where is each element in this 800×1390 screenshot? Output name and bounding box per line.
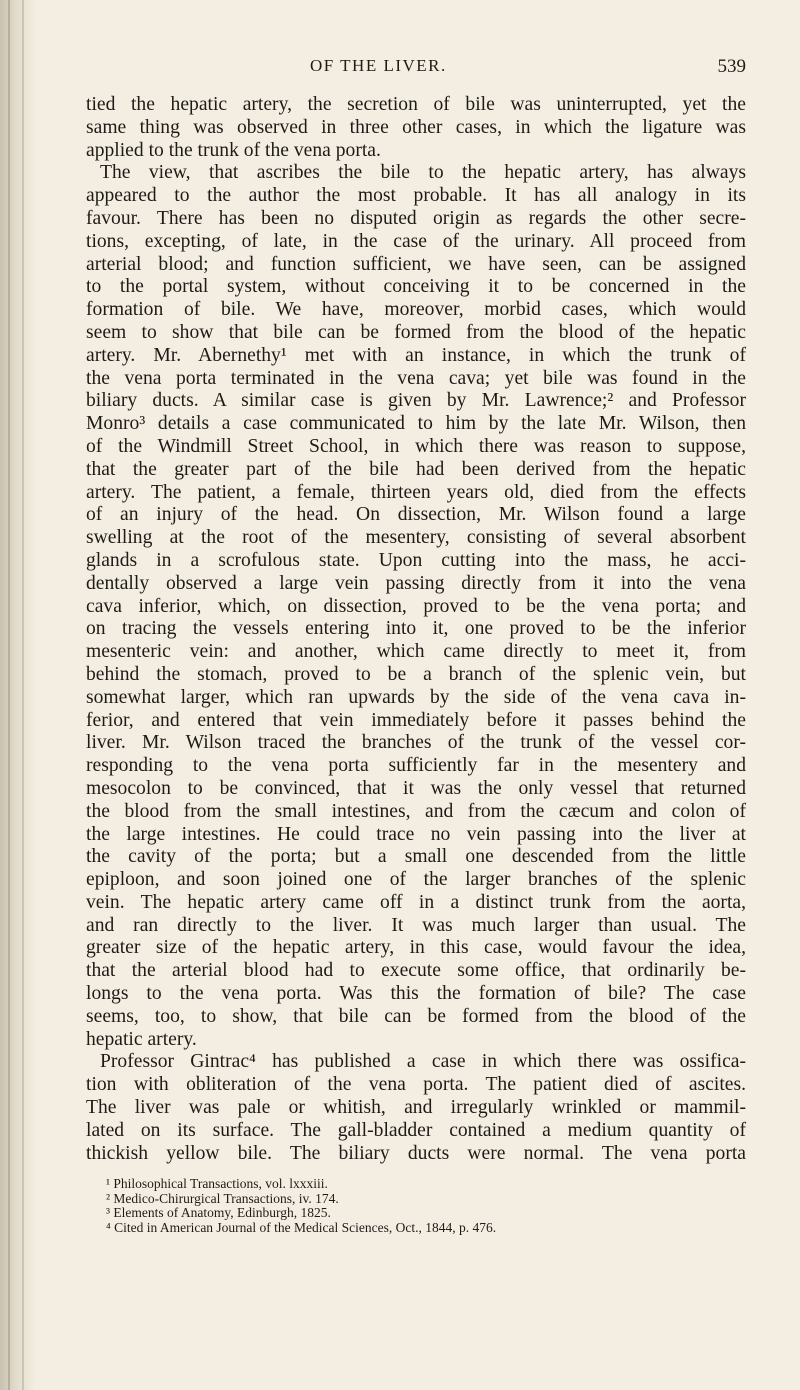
text-line: formation of bile. We have, moreover, morbid cases, which would <box>86 299 746 321</box>
text-line: thickish yellow bile. The biliary ducts were normal. The vena porta <box>86 1142 746 1164</box>
text-line: epiploon, and soon joined one of the larger branches of the splenic <box>86 869 746 891</box>
book-page <box>86 56 746 1235</box>
text-line: same thing was observed in three other cases, in which the ligature was <box>86 116 746 138</box>
text-line: tions, excepting, of late, in the case of the urinary. All proceed from <box>86 230 746 252</box>
text-line: The liver was pale or whitish, and irregularly wrinkled or mammil- <box>86 1097 746 1119</box>
text-line: appeared to the author the most probable. It has all analogy in its <box>86 185 746 207</box>
binding-edge-line <box>22 0 24 1390</box>
text-line: that the greater part of the bile had been derived from the hepatic <box>86 458 746 480</box>
footnote: ⁴ Cited in American Journal of the Medical Sciences, Oct., 1844, p. 476. <box>106 1219 497 1235</box>
text-line: artery. Mr. Abernethy¹ met with an instance, in which the trunk of <box>86 344 746 366</box>
text-line: swelling at the root of the mesentery, consisting of several absorbent <box>86 527 746 549</box>
text-line: applied to the trunk of the vena porta. <box>86 139 381 161</box>
footnote: ³ Elements of Anatomy, Edinburgh, 1825. <box>106 1205 331 1221</box>
text-line: liver. Mr. Wilson traced the branches of the trunk of the vessel cor- <box>86 732 746 754</box>
running-title: OF THE LIVER. <box>310 56 447 75</box>
text-line: The view, that ascribes the bile to the hepatic artery, has always <box>100 162 746 184</box>
text-line: to the portal system, without conceiving it to be concerned in the <box>86 276 746 298</box>
text-line: seem to show that bile can be formed from the blood of the hepatic <box>86 321 746 343</box>
footnote: ¹ Philosophical Transactions, vol. lxxxiii. <box>106 1176 328 1192</box>
text-line: glands in a scrofulous state. Upon cutting into the mass, he acci- <box>86 549 746 571</box>
text-line: the vena porta terminated in the vena cava; yet bile was found in the <box>86 367 746 389</box>
text-line: longs to the vena porta. Was this the formation of bile? The case <box>86 983 746 1005</box>
text-line: arterial blood; and function sufficient, we have seen, can be assigned <box>86 253 746 275</box>
page-header <box>86 56 746 94</box>
text-line: mesenteric vein: and another, which came directly to meet it, from <box>86 641 746 663</box>
text-line: and ran directly to the liver. It was much larger than usual. The <box>86 914 746 936</box>
text-line: the blood from the small intestines, and from the cæcum and colon of <box>86 800 746 822</box>
text-line: artery. The patient, a female, thirteen years old, died from the effects <box>86 481 746 503</box>
text-line: lated on its surface. The gall-bladder contained a medium quantity of <box>86 1119 746 1141</box>
text-line: responding to the vena porta sufficiently far in the mesentery and <box>86 755 746 777</box>
text-line: on tracing the vessels entering into it, one proved to be the inferior <box>86 618 746 640</box>
footnotes <box>86 1177 746 1235</box>
text-line: of an injury of the head. On dissection, Mr. Wilson found a large <box>86 504 746 526</box>
text-line: hepatic artery. <box>86 1028 197 1050</box>
page-binding-shadow <box>0 0 36 1390</box>
text-line: vein. The hepatic artery came off in a distinct trunk from the aorta, <box>86 891 746 913</box>
text-line: of the Windmill Street School, in which there was reason to suppose, <box>86 435 746 457</box>
text-line: favour. There has been no disputed origin as regards the other secre- <box>86 207 746 229</box>
text-line: tied the hepatic artery, the secretion of bile was uninterrupted, yet the <box>86 94 746 115</box>
text-line: Professor Gintrac⁴ has published a case in which there was ossifica- <box>100 1051 746 1073</box>
text-line: Monro³ details a case communicated to him by the late Mr. Wilson, then <box>86 413 746 435</box>
page-number: 539 <box>717 56 746 77</box>
text-line: seems, too, to show, that bile can be formed from the blood of the <box>86 1005 746 1027</box>
text-line: biliary ducts. A similar case is given by Mr. Lawrence;² and Professor <box>86 390 746 412</box>
body-text <box>86 94 746 1165</box>
text-line: mesocolon to be convinced, that it was the only vessel that returned <box>86 777 746 799</box>
text-line: behind the stomach, proved to be a branch of the splenic vein, but <box>86 663 746 685</box>
text-line: tion with obliteration of the vena porta. The patient died of ascites. <box>86 1074 746 1096</box>
text-line: cava inferior, which, on dissection, proved to be the vena porta; and <box>86 595 746 617</box>
text-line: greater size of the hepatic artery, in this case, would favour the idea, <box>86 937 746 959</box>
footnote: ² Medico-Chirurgical Transactions, iv. 174. <box>106 1190 339 1206</box>
text-line: dentally observed a large vein passing directly from it into the vena <box>86 572 746 594</box>
text-line: somewhat larger, which ran upwards by the side of the vena cava in- <box>86 686 746 708</box>
text-line: the cavity of the porta; but a small one descended from the little <box>86 846 746 868</box>
text-line: the large intestines. He could trace no vein passing into the liver at <box>86 823 746 845</box>
text-line: ferior, and entered that vein immediately before it passes behind the <box>86 709 746 731</box>
binding-edge-line <box>8 0 10 1390</box>
text-line: that the arterial blood had to execute some office, that ordinarily be- <box>86 960 746 982</box>
